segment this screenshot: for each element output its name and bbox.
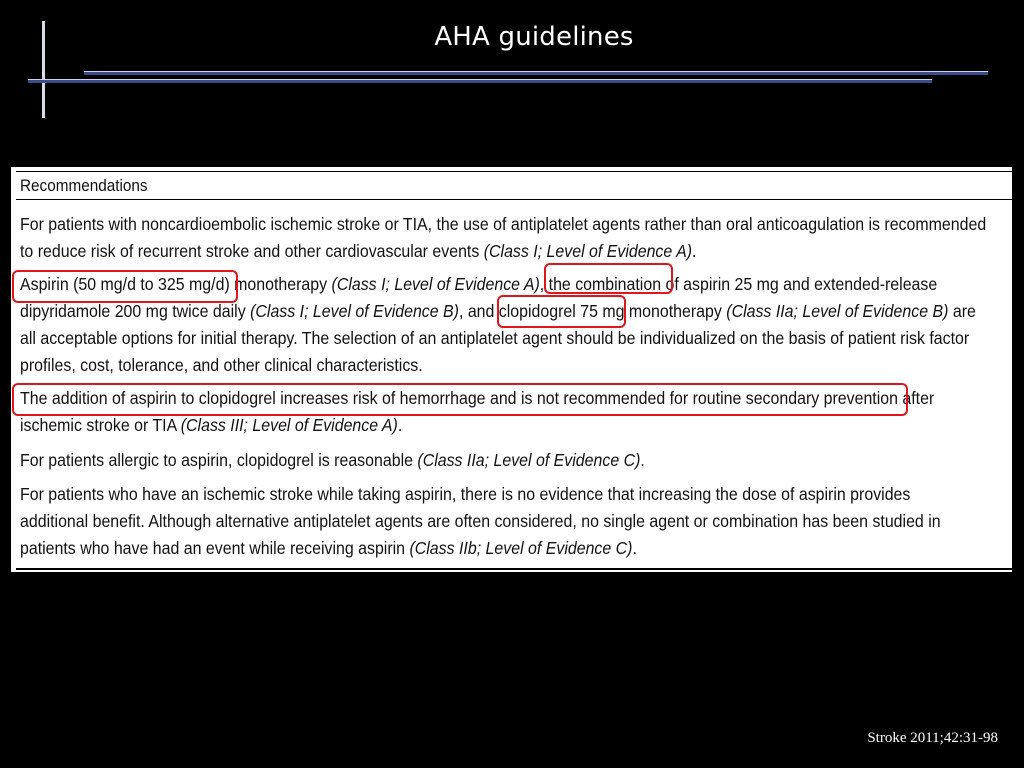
recommendation-5-line-1: For patients who have an ischemic stroke while taking aspirin, there is no evidence that increasing the dose of aspirin provides — [20, 484, 911, 504]
recommendation-1-line-1: For patients with noncardioembolic ischemic stroke or TIA, the use of antiplatelet agents rather than oral anticoagulation is recommended — [20, 214, 987, 234]
highlight-clopidogrel — [497, 295, 626, 328]
highlight-combination — [544, 263, 673, 294]
evidence-class: (Class I; Level of Evidence A) — [331, 274, 540, 294]
recommendation-3-line-2: ischemic stroke or TIA — [20, 415, 181, 435]
table-bottom-rule — [16, 568, 1012, 570]
recommendation-2-line-4: profiles, cost, tolerance, and other clinical characteristics. — [20, 355, 423, 375]
recommendations-panel — [11, 167, 1012, 572]
evidence-class: (Class IIa; Level of Evidence B) — [726, 301, 949, 321]
title-rule-upper — [84, 71, 988, 75]
recommendation-5: For patients who have an ischemic stroke while taking aspirin, there is no evidence that increasing the dose of aspirin provides additional benefit. Although alternative antiplatelet agents are often considered, no single agent or combination has been studied in patients who have had an event while receiving aspirin (Class IIb; Level of Evidence C). — [20, 484, 941, 558]
recommendations-heading: Recommendations — [20, 176, 148, 195]
highlight-aspirin-dose — [12, 270, 238, 303]
source-citation: Stroke 2011;42:31-98 — [867, 730, 998, 746]
table-header-rule — [16, 199, 1012, 200]
slide-title: AHA guidelines — [434, 22, 634, 52]
title-rule-lower — [28, 79, 932, 83]
recommendation-1: For patients with noncardioembolic ischemic stroke or TIA, the use of antiplatelet agents rather than oral anticoagulation is recommended to reduce risk of recurrent stroke and other cardiovascular events (Class I; Level of Evidence A). — [20, 214, 987, 261]
recommendation-2: Aspirin (50 mg/d to 325 mg/d) monotherapy (Class I; Level of Evidence A), the combination of aspirin 25 mg and extended-release dipyridamole 200 mg twice daily (Class I; Level of Evidence B), and clopidogrel 75 mg monotherapy (Class IIa; Level of Evidence B) are all acceptable options for initial therapy. The selection of an antiplatelet agent should be individualized on the basis of patient risk factor profiles, cost, tolerance, and other clinical characteristics. — [20, 274, 976, 375]
recommendation-4-line-1: For patients allergic to aspirin, clopidogrel is reasonable — [20, 450, 418, 470]
recommendation-2-line-3: all acceptable options for initial therapy. The selection of an antiplatelet agent should be individualized on the basis of patient risk factor — [20, 328, 970, 348]
recommendation-3: The addition of aspirin to clopidogrel increases risk of hemorrhage and is not recommended for routine secondary prevention after ischemic stroke or TIA (Class III; Level of Evidence A). — [20, 388, 935, 435]
recommendation-5-line-3: patients who have had an event while receiving aspirin — [20, 538, 410, 558]
table-top-rule — [16, 171, 1012, 172]
evidence-class: (Class IIb; Level of Evidence C) — [409, 538, 633, 558]
recommendation-2-line-2: dipyridamole 200 mg twice daily — [20, 301, 251, 321]
recommendation-5-line-2: additional benefit. Although alternative antiplatelet agents are often considered, no single agent or combination has been studied in — [20, 511, 941, 531]
highlight-aspirin-clopidogrel-addition — [12, 383, 908, 416]
evidence-class: (Class IIa; Level of Evidence C) — [417, 450, 641, 470]
recommendation-1-line-2: to reduce risk of recurrent stroke and other cardiovascular events — [20, 241, 484, 261]
recommendation-3-line-1: The addition of aspirin to clopidogrel increases risk of hemorrhage and is not recommended for routine secondary prevention after — [20, 388, 935, 408]
evidence-class: (Class I; Level of Evidence B) — [250, 301, 459, 321]
evidence-class: (Class I; Level of Evidence A) — [483, 241, 693, 261]
evidence-class: (Class III; Level of Evidence A) — [180, 415, 398, 435]
recommendation-2-line-1: Aspirin (50 mg/d to 325 mg/d) monotherapy — [20, 274, 332, 294]
recommendation-4: For patients allergic to aspirin, clopidogrel is reasonable (Class IIa; Level of Evidence C). — [20, 450, 645, 470]
